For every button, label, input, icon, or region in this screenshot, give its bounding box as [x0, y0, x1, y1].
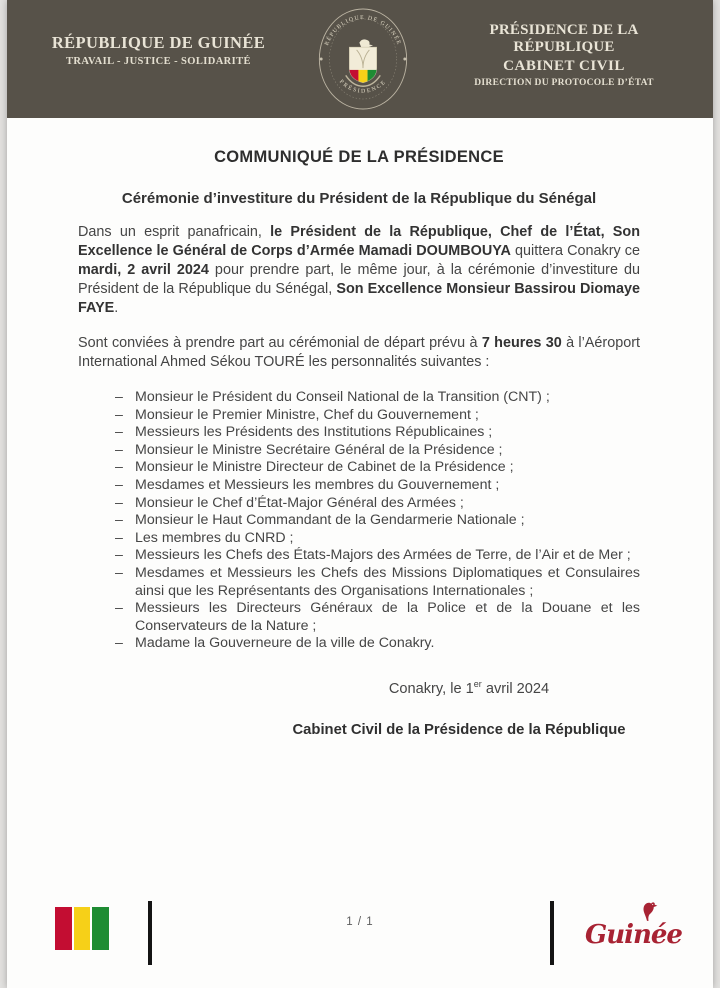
dash-bullet: –	[115, 476, 123, 493]
brand-text: Guinée	[585, 920, 682, 950]
list-item	[78, 565, 640, 600]
text-segment: à l’Aéroport International Ahmed Sékou TOURÉ les personnalités suivantes :	[78, 335, 641, 370]
dash-bullet: –	[115, 389, 123, 405]
list-item	[78, 442, 640, 460]
list-item-text: Messieurs les Chefs des États-Majors des Armées de Terre, de l’Air et de Mer ;	[135, 547, 631, 564]
list-item	[78, 547, 640, 565]
flag-green-stripe	[92, 907, 109, 950]
guinea-flag-icon	[55, 907, 109, 950]
flag-red-stripe	[55, 907, 72, 950]
protocol-direction: DIRECTION DU PROTOCOLE D’ÉTAT	[474, 78, 654, 88]
list-item	[78, 459, 640, 477]
header-right-block	[439, 22, 689, 88]
list-item	[78, 600, 640, 635]
text-segment: le Président de la République, Chef de l’État, Son Excellence le Général de Corps d’Armée Mamadi DOUMBOUYA	[78, 224, 640, 259]
list-item-text: Monsieur le Ministre Secrétaire Général de la Présidence ;	[135, 441, 503, 458]
communique-subtitle: Cérémonie d’investiture du Président de la République du Sénégal	[121, 190, 597, 207]
flag-yellow-stripe	[74, 907, 91, 950]
dateline	[78, 679, 640, 697]
text-segment: Son Excellence Monsieur Bassirou Diomaye FAYE	[78, 281, 640, 316]
seal-bottom-text: PRÉSIDENCE	[337, 78, 388, 95]
dash-bullet: –	[115, 441, 123, 458]
seal-top-text: RÉPUBLIQUE DE GUINÉE	[323, 14, 402, 47]
dash-bullet: –	[115, 529, 123, 546]
paragraph-intro	[78, 223, 640, 318]
text-segment: Sont conviées à prendre part au cérémonial de départ prévu à	[78, 335, 482, 351]
footer-divider-left	[148, 901, 152, 965]
list-item-text: Monsieur le Premier Ministre, Chef du Gouvernement ;	[135, 406, 479, 423]
national-motto: TRAVAIL - JUSTICE - SOLIDARITÉ	[66, 56, 251, 67]
list-item-text: Messieurs les Présidents des Institutions Républicaines ;	[135, 424, 493, 441]
text-segment: quittera Conakry ce	[510, 243, 640, 259]
dash-bullet: –	[115, 494, 123, 511]
text-segment: 7 heures 30	[481, 335, 562, 351]
presidency-title: PRÉSIDENCE DE LA RÉPUBLIQUE	[489, 22, 639, 55]
dash-bullet: –	[115, 512, 123, 529]
personalities-list	[78, 389, 640, 653]
footer-divider-right	[550, 901, 554, 965]
text-segment: mardi, 2 avril 2024	[78, 262, 209, 278]
signature-line: Cabinet Civil de la Présidence de la République	[292, 721, 626, 738]
list-item-text: Monsieur le Ministre Directeur de Cabinet de la Présidence ;	[135, 459, 514, 476]
list-item	[78, 512, 640, 530]
page-number: 1 / 1	[346, 916, 374, 928]
text-segment: .	[114, 300, 119, 316]
list-item	[78, 635, 640, 653]
document-header	[7, 0, 713, 118]
list-item	[78, 495, 640, 513]
list-item-text: Messieurs les Directeurs Généraux de la Police et de la Douane et les Conservateurs de la Nature ;	[135, 600, 640, 634]
coat-of-arms	[345, 39, 380, 86]
list-item	[78, 389, 640, 407]
document-page	[7, 0, 713, 988]
dash-bullet: –	[115, 635, 123, 652]
text-segment: Dans un esprit panafricain,	[78, 224, 271, 240]
date-prefix: Conakry, le 1	[388, 680, 474, 697]
list-item	[78, 424, 640, 442]
list-item-text: Mesdames et Messieurs les Chefs des Missions Diplomatiques et Consulaires ainsi que les Représentants des Organisations Internationales ;	[135, 564, 640, 599]
dash-bullet: –	[115, 424, 123, 441]
document-footer	[7, 888, 713, 988]
list-item-text: Les membres du CNRD ;	[135, 529, 294, 546]
list-item	[78, 530, 640, 548]
list-item	[78, 477, 640, 495]
seal-svg	[313, 3, 413, 115]
list-item-text: Madame la Gouverneure de la ville de Conakry.	[135, 635, 435, 652]
list-item	[78, 407, 640, 425]
list-item-text: Monsieur le Haut Commandant de la Gendarmerie Nationale ;	[135, 512, 525, 529]
dash-bullet: –	[115, 547, 123, 564]
dash-bullet: –	[115, 459, 123, 476]
date-ordinal: er	[473, 678, 482, 689]
list-item-text: Mesdames et Messieurs les membres du Gouvernement ;	[135, 476, 500, 493]
dash-bullet: –	[115, 406, 123, 423]
text-segment: pour prendre part, le même jour, à la cérémonie d’investiture du Président de la République du Sénégal,	[78, 262, 640, 297]
cabinet-title: CABINET CIVIL	[503, 58, 625, 74]
document-body	[7, 118, 713, 738]
list-item-text: Monsieur le Président du Conseil National de la Transition (CNT) ;	[135, 389, 550, 405]
guinee-brand-logo	[583, 902, 693, 958]
bird-icon	[635, 900, 659, 922]
dash-bullet: –	[115, 564, 123, 581]
communique-title: COMMUNIQUÉ DE LA PRÉSIDENCE	[214, 148, 504, 166]
list-item-text: Monsieur le Chef d’État-Major Général des Armées ;	[135, 494, 464, 511]
dash-bullet: –	[115, 600, 123, 617]
header-left-block	[31, 33, 286, 67]
date-suffix: avril 2024	[481, 680, 550, 697]
republic-title: RÉPUBLIQUE DE GUINÉE	[51, 33, 266, 52]
paragraph-invitees	[78, 334, 640, 372]
presidential-seal-icon	[308, 0, 418, 118]
